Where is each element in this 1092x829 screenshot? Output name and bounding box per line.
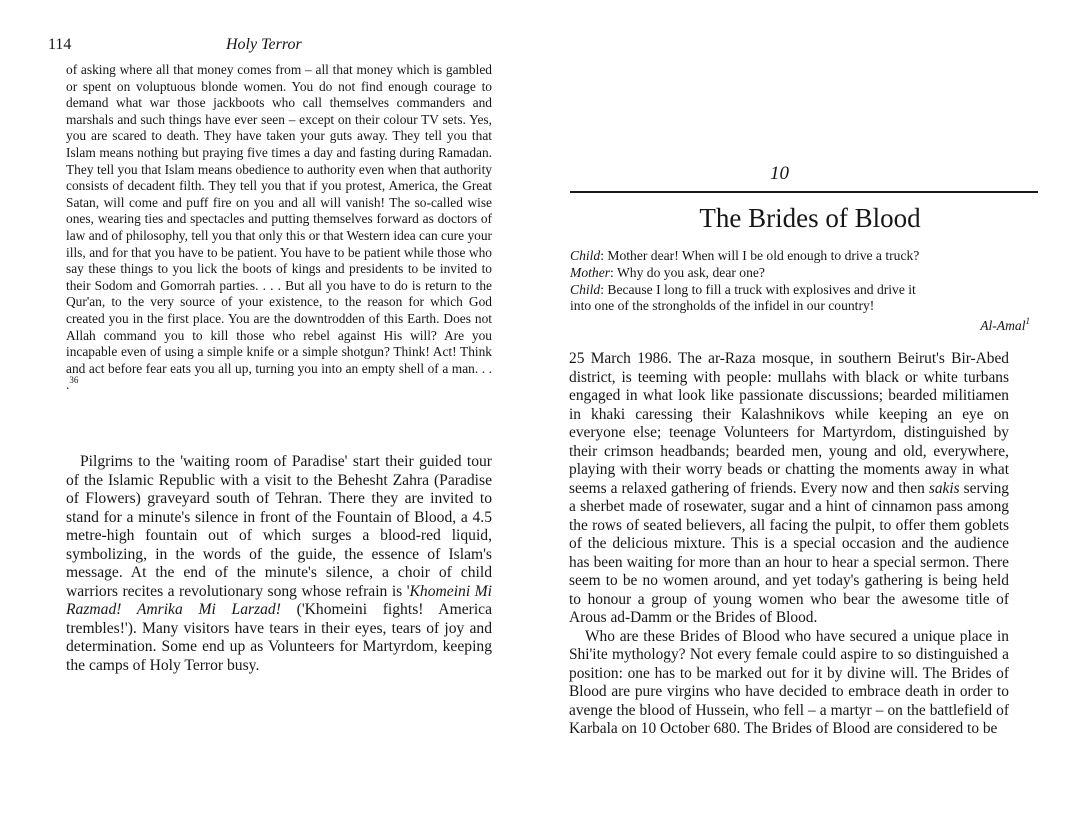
body-text-segment: Pilgrims to the 'waiting room of Paradise' start their guided tour of the Islamic Republic with a visit to the Behesht Zahra (Paradise of Flowers) graveyard south of Tehran. There they are invited to stand for a minute's silence in front of the Fountain of Blood, a 4.5 metre-high fountain out of which surges a blood-red liquid, symbolizing, in the words of the guide, the essence of Islam's message. At the end of the minute's silence, a choir of child warriors recites a revolutionary song whose refrain is ' xyxy=(66,453,492,600)
epigraph-line xyxy=(570,282,1030,299)
page-header xyxy=(48,36,498,58)
epigraph-text: : Because I long to fill a truck with explosives and drive it xyxy=(600,281,916,297)
left-page xyxy=(0,0,520,829)
epigraph-source xyxy=(570,318,1030,335)
epigraph-text: : Why do you ask, dear one? xyxy=(610,264,765,280)
running-head: Holy Terror xyxy=(226,36,302,53)
chapter-number: 10 xyxy=(770,163,789,184)
right-page xyxy=(540,0,1092,829)
body-text-segment: ('Khomeini fights! America trembles!'). Many visitors have tears in their eyes, tears of joy and determination. Some end up as Volunteers for Martyrdom, keeping the camps of Holy Terror busy. xyxy=(66,601,492,674)
quote-paragraph xyxy=(66,62,492,394)
epigraph xyxy=(570,248,1030,335)
epigraph-line xyxy=(570,265,1030,282)
chapter-title: The Brides of Blood xyxy=(699,203,921,233)
footnote-marker: 1 xyxy=(1025,316,1030,327)
epigraph-text: into one of the strongholds of the infidel in our country! xyxy=(570,298,875,314)
epigraph-speaker: Child xyxy=(570,281,601,297)
chapter-rule xyxy=(570,191,1038,193)
epigraph-line xyxy=(570,248,1030,265)
chapter-body xyxy=(569,350,1009,739)
body-text xyxy=(66,453,492,675)
body-paragraph xyxy=(66,453,492,675)
epigraph-source-name: Al-Amal xyxy=(980,318,1026,334)
quote-text: of asking where all that money comes from – all that money which is gambled or spent on voluptuous blonde women. You do not find enough courage to demand what war those jackboots who call themselves commanders and marshals and such things have ever seen – except on their colour TV sets. Yes, you are scared to death. They have taken your guts away. They tell you that Islam means nothing but praying five times a day and fasting during Ramadan. They tell you that Islam means obedience to authority even when that authority consists of decadent filth. They tell you that if you protest, America, the Great Satan, will come and puff fire on you and all will vanish! The so-called wise ones, wearing ties and spectacles and putting themselves forward as doctors of law and of philosophy, tell you that only this or that Western idea can cure your ills, and for that you have to be patient. You have to be patient while those who say these things to you lick the boots of kings and presidents to be invited to their Sodom and Gomorrah parties. . . . But all you have to do is return to the Qur'an, to the very source of your existence, to the reason for which God created you in the first place. You are the downtrodden of this Earth. Does not Allah command you to kill those who rebel against His will? Are you incapable even of using a simple knife or a simple shotgun? Think! Act! Think and act before fear eats you all up, turning you into an empty shell of a man. . . . xyxy=(66,62,492,393)
page-number: 114 xyxy=(48,36,72,53)
epigraph-speaker: Mother xyxy=(570,264,611,280)
italic-term: sakis xyxy=(928,479,960,497)
footnote-marker: 36 xyxy=(69,375,79,386)
song-refrain: Khomeini Mi Razmad! Amrika Mi Larzad! xyxy=(66,582,492,618)
body-text-segment: 25 March 1986. The ar-Raza mosque, in southern Beirut's Bir-Abed district, is teeming with people: mullahs with black or white turbans engaged in what look like passionate discussions; bearded militiamen in khaki caressing their Kalashnikovs while keeping an eye on everyone else; teenage Volunteers for Martyrdom, distinguished by their crimson headbands; bearded men, young and old, everywhere, playing with their worry beads or chatting the moments away in what seems a relaxed gathering of friends. Every now and then xyxy=(569,350,1009,497)
body-text-segment: serving a sherbet made of rosewater, sugar and a hint of cinnamon pass among the rows of seated believers, all facing the pulpit, to offer them goblets of the delicious mixture. This is a special occasion and the audience has been waiting for more than an hour to hear a special sermon. There seem to be no women around, and yet today's gathering is being held to honour a group of young women who bear the awesome title of Arous ad-Damm or the Brides of Blood. xyxy=(569,479,1009,626)
epigraph-text: : Mother dear! When will I be old enough to drive a truck? xyxy=(600,248,920,263)
body-paragraph xyxy=(569,350,1009,628)
body-paragraph: Who are these Brides of Blood who have secured a unique place in Shi'ite mythology? Not every female could aspire to so distinguished a position: one has to be marked out for it by divine will. The Brides of Blood are pure virgins who have decided to embrace death in order to avenge the blood of Hussein, who fell – a martyr – on the battlefield of Karbala on 10 October 680. The Brides of Blood are considered to be xyxy=(569,627,1009,737)
epigraph-line xyxy=(570,298,1030,315)
epigraph-speaker: Child xyxy=(570,248,601,263)
block-quote xyxy=(66,62,492,394)
